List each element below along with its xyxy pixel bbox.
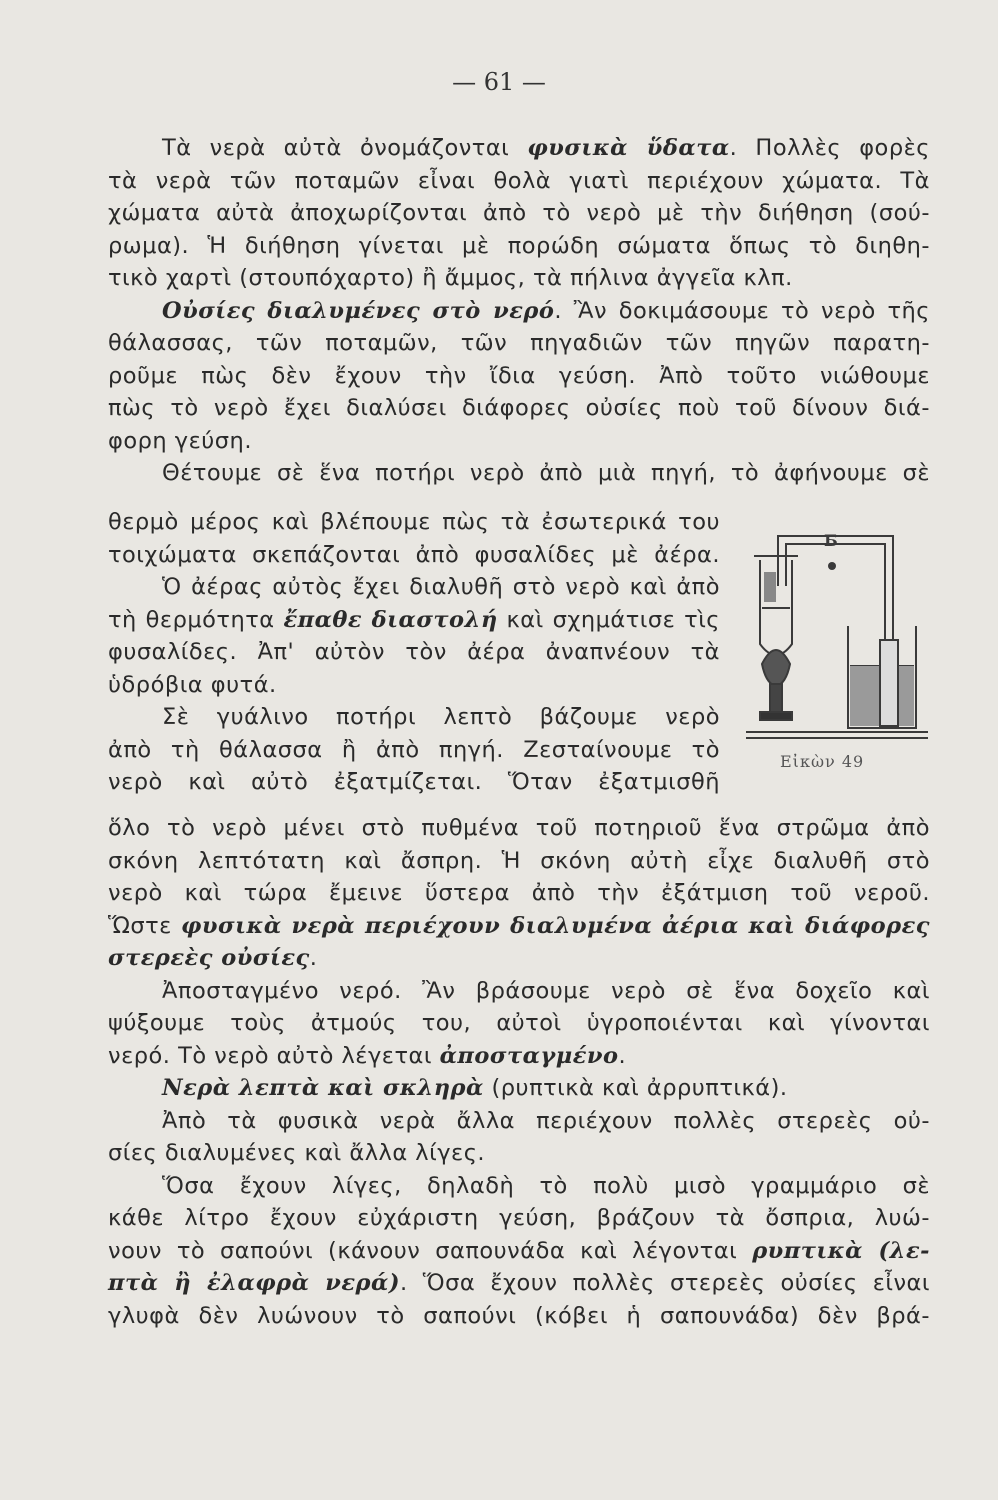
text-run: ὑδρόβια φυτά. bbox=[108, 671, 277, 698]
text-line bbox=[108, 1040, 930, 1073]
text-line bbox=[108, 197, 930, 230]
text-line bbox=[108, 571, 720, 604]
text-line bbox=[108, 1235, 930, 1268]
text-run: Ὅσα ἔχουν λίγες, δηλαδὴ τὸ πολὺ μισὸ γραμμάριο σὲ bbox=[162, 1172, 930, 1199]
emphasized-text: Νερὰ λεπτὰ καὶ σκληρὰ bbox=[162, 1075, 484, 1101]
text-block-b bbox=[108, 506, 720, 799]
emphasized-text: φυσικὰ νερὰ περιέχουν διαλυμένα ἀέρια καὶ διάφορες bbox=[181, 912, 930, 939]
text-run: ἀπὸ τὴ θάλασσα ἢ ἀπὸ πηγή. Ζεσταίνουμε τὸ bbox=[108, 736, 720, 763]
text-run: Ὁ ἀέρας αὐτὸς ἔχει διαλυθῆ στὸ νερὸ καὶ ἀπὸ bbox=[162, 574, 720, 600]
distillation-apparatus-illustration bbox=[738, 516, 930, 744]
text-line bbox=[108, 425, 930, 458]
text-line bbox=[108, 1007, 930, 1040]
text-run: Ἀπὸ τὰ φυσικὰ νερὰ ἄλλα περιέχουν πολλὲς στερεὲς οὐ- bbox=[162, 1107, 930, 1134]
text-run: τικὸ χαρτὶ (στουπόχαρτο) ἢ ἄμμος, τὰ πήλινα ἀγγεῖα κλπ. bbox=[108, 265, 793, 291]
text-run: θάλασσας, τῶν ποταμῶν, τῶν πηγαδιῶν τῶν πηγῶν παρατη- bbox=[108, 330, 930, 356]
emphasized-text: ρυπτικὰ (λε- bbox=[752, 1237, 930, 1264]
text-run: θερμὸ μέρος καὶ βλέπουμε πὼς τὰ ἐσωτερικά του bbox=[108, 509, 720, 535]
emphasized-text: ἔπαθε διαστολή bbox=[283, 606, 498, 633]
text-run: φορη γεύση. bbox=[108, 427, 252, 454]
text-line bbox=[108, 1170, 930, 1203]
text-line bbox=[108, 1137, 930, 1170]
text-line bbox=[108, 262, 930, 295]
text-run: Σὲ γυάλινο ποτήρι λεπτὸ βάζουμε νερὸ bbox=[162, 704, 720, 730]
emphasized-text: στερεὲς οὐσίες bbox=[108, 945, 310, 971]
text-run: Ὥστε bbox=[108, 912, 182, 939]
text-run: . Ὅσα ἔχουν πολλὲς στερεὲς οὐσίες εἶναι bbox=[399, 1270, 930, 1296]
emphasized-text: πτὰ ἢ ἐλαφρὰ νερά) bbox=[108, 1270, 400, 1296]
text-run: νερὸ καὶ αὐτὸ ἐξατμίζεται. Ὅταν ἐξατμισθῆ bbox=[108, 769, 720, 795]
text-line bbox=[108, 392, 930, 425]
text-line bbox=[108, 734, 720, 767]
text-run: Ἀποσταγμένο νερό. Ἂν βράσουμε νερὸ σὲ ἕνα δοχεῖο καὶ bbox=[162, 977, 930, 1004]
text-line bbox=[108, 506, 720, 539]
text-line bbox=[108, 975, 930, 1008]
text-run: νερό. Τὸ νερὸ αὐτὸ λέγεται bbox=[108, 1042, 440, 1069]
text-run: . bbox=[618, 1042, 627, 1069]
text-line bbox=[108, 812, 930, 845]
text-run: φυσαλίδες. Ἀπ' αὐτὸν τὸν ἀέρα ἀναπνέουν τὰ bbox=[108, 639, 720, 665]
svg-text:Б: Б bbox=[824, 531, 838, 550]
text-line bbox=[108, 230, 930, 263]
text-line bbox=[108, 1267, 930, 1300]
text-run: γλυφὰ δὲν λυώνουν τὸ σαπούνι (κόβει ἡ σαπουνάδα) δὲν βρά- bbox=[108, 1302, 930, 1329]
text-line bbox=[108, 669, 720, 702]
text-block-a bbox=[108, 132, 930, 490]
text-line bbox=[108, 132, 930, 165]
text-line bbox=[108, 360, 930, 393]
text-line bbox=[108, 295, 930, 328]
text-run: σίες διαλυμένες καὶ ἄλλα λίγες. bbox=[108, 1140, 486, 1166]
text-line bbox=[108, 1105, 930, 1138]
text-run: . bbox=[309, 945, 318, 971]
text-line bbox=[108, 910, 930, 943]
text-line bbox=[108, 604, 720, 637]
text-block-c bbox=[108, 812, 930, 1332]
emphasized-text: φυσικὰ ὕδατα bbox=[527, 135, 730, 161]
page-number: — 61 — bbox=[452, 68, 546, 96]
text-line bbox=[108, 1072, 930, 1105]
text-run: Τὰ νερὰ αὐτὰ ὀνομάζονται bbox=[162, 135, 528, 161]
text-run: ψύξουμε τοὺς ἀτμούς του, αὐτοὶ ὑγροποιένται καὶ γίνονται bbox=[108, 1010, 930, 1036]
text-run: νουν τὸ σαπούνι (κάνουν σαπουνάδα καὶ λέγονται bbox=[108, 1237, 753, 1264]
text-run: ὅλο τὸ νερὸ μένει στὸ πυθμένα τοῦ ποτηριοῦ ἕνα στρῶμα ἀπὸ bbox=[108, 815, 930, 841]
text-run: πὼς τὸ νερὸ ἔχει διαλύσει διάφορες οὐσίες ποὺ τοῦ δίνουν διά- bbox=[108, 395, 930, 421]
text-line bbox=[108, 327, 930, 360]
text-line bbox=[108, 942, 930, 975]
text-run: . Πολλὲς φορὲς bbox=[729, 135, 930, 161]
text-line bbox=[108, 845, 930, 878]
text-line bbox=[108, 877, 930, 910]
text-line bbox=[108, 165, 930, 198]
text-run: νερὸ καὶ τώρα ἔμεινε ὕστερα ἀπὸ τὴν ἐξάτμιση τοῦ νεροῦ. bbox=[108, 880, 930, 906]
text-run: σκόνη λεπτότατη καὶ ἄσπρη. Ἡ σκόνη αὐτὴ εἶχε διαλυθῆ στὸ bbox=[108, 847, 930, 874]
emphasized-text: ἀποσταγμένο bbox=[439, 1042, 619, 1069]
text-run: . Ἂν δοκιμάσουμε τὸ νερὸ τῆς bbox=[554, 297, 930, 324]
text-line bbox=[108, 457, 930, 490]
text-run: τὰ νερὰ τῶν ποταμῶν εἶναι θολὰ γιατὶ περιέχουν χώματα. Τὰ bbox=[108, 167, 930, 194]
text-line bbox=[108, 636, 720, 669]
text-run: ροῦμε πὼς δὲν ἔχουν τὴν ἴδια γεύση. Ἀπὸ τοῦτο νιώθουμε bbox=[108, 362, 930, 389]
text-line bbox=[108, 766, 720, 799]
text-run: κάθε λίτρο ἔχουν εὐχάριστη γεύση, βράζουν τὰ ὄσπρια, λυώ- bbox=[108, 1205, 930, 1231]
text-line bbox=[108, 701, 720, 734]
text-run: (ρυπτικὰ καὶ ἀρρυπτικά). bbox=[483, 1075, 788, 1101]
text-run: Θέτουμε σὲ ἕνα ποτήρι νερὸ ἀπὸ μιὰ πηγή, τὸ ἀφήνουμε σὲ bbox=[162, 460, 930, 486]
text-run: χώματα αὐτὰ ἀποχωρίζονται ἀπὸ τὸ νερὸ μὲ τὴν διήθηση (σού- bbox=[108, 200, 930, 226]
text-run: τοιχώματα σκεπάζονται ἀπὸ φυσαλίδες μὲ ἀέρα. bbox=[108, 541, 720, 568]
text-run: καὶ σχημάτισε τὶς bbox=[497, 606, 721, 633]
text-line bbox=[108, 1202, 930, 1235]
text-run: τὴ θερμότητα bbox=[108, 606, 284, 633]
text-line bbox=[108, 539, 720, 572]
text-line bbox=[108, 1300, 930, 1333]
text-run: ρωμα). Ἡ διήθηση γίνεται μὲ πορώδη σώματα ὅπως τὸ διηθη- bbox=[108, 232, 930, 259]
figure-caption: Εἰκὼν 49 bbox=[780, 752, 865, 771]
emphasized-text: Οὐσίες διαλυμένες στὸ νερό bbox=[162, 297, 555, 324]
